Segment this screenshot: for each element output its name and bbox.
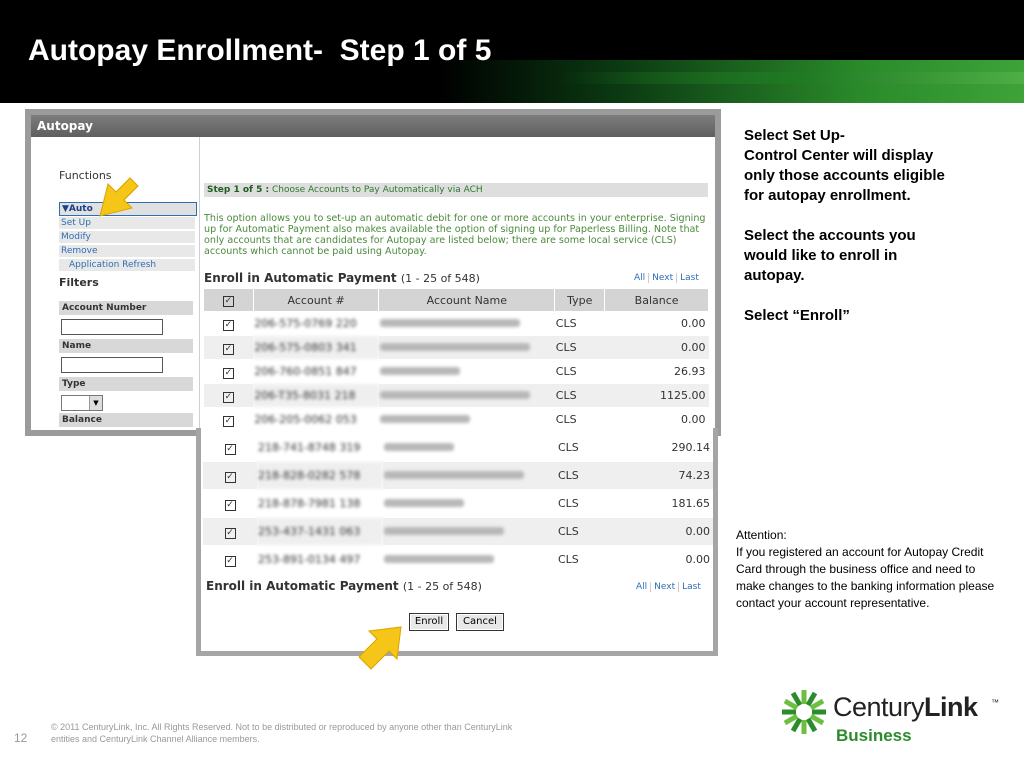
row-checkbox-cell[interactable] (203, 490, 257, 518)
account-name-cell (379, 336, 555, 360)
type-cell: CLS (555, 384, 605, 408)
balance-cell: 0.00 (605, 336, 709, 360)
table-row[interactable] (204, 336, 709, 360)
type-cell: CLS (555, 408, 605, 432)
copyright-text: © 2011 CenturyLink, Inc. All Rights Reserved. Not to be distributed or reproduced by anyone other than CenturyLink entities and CenturyLink Channel Alliance members. (51, 722, 513, 744)
logo-link: Link (924, 692, 978, 722)
autopay-screenshot-top (25, 109, 721, 436)
row-checkbox[interactable]: ✓ (226, 471, 234, 482)
pager-next-link-bottom[interactable]: Next (650, 582, 678, 592)
attention-text: If you registered an account for Autopay Credit Card through the business office and need to make changes to the banking information please contact your account representative. (736, 545, 995, 610)
step-label: Step 1 of 5 : (207, 185, 270, 195)
instruction-line: Control Center will display (744, 147, 934, 164)
row-checkbox-cell[interactable] (203, 518, 257, 546)
logo-wordmark (833, 692, 978, 723)
type-cell: CLS (555, 336, 605, 360)
account-name-cell (383, 490, 557, 518)
chevron-down-icon: ▼ (89, 396, 102, 410)
table-row[interactable] (203, 462, 713, 490)
account-name-cell (383, 518, 557, 546)
row-checkbox-cell[interactable] (203, 434, 257, 462)
row-checkbox[interactable]: ✓ (224, 367, 233, 378)
pager-bottom (633, 582, 704, 592)
logo-century: Century (833, 692, 925, 722)
instruction-line: Select “Enroll” (744, 307, 850, 324)
table-row[interactable] (203, 518, 713, 546)
callout-arrow-icon (94, 176, 140, 220)
type-cell: CLS (555, 360, 605, 384)
enroll-heading (204, 271, 480, 285)
table-row[interactable] (203, 546, 713, 574)
enroll-heading-bottom-text: Enroll in Automatic Payment (206, 579, 399, 593)
filters-heading: Filters (59, 276, 99, 289)
function-application-refresh[interactable]: Application Refresh (59, 259, 195, 272)
autopay-window-title: Autopay (31, 115, 715, 137)
row-checkbox[interactable]: ✓ (226, 443, 234, 454)
function-set-up[interactable]: Set Up (59, 217, 195, 230)
instruction-line: Select the accounts you (744, 227, 916, 244)
centurylink-burst-icon (780, 688, 828, 736)
slide-header (0, 0, 1024, 103)
row-checkbox-cell[interactable] (204, 360, 254, 384)
filter-label-balance: Balance (59, 413, 193, 427)
attention-heading: Attention: (736, 528, 787, 542)
centurylink-logo (780, 686, 1020, 746)
table-row[interactable] (204, 360, 709, 384)
balance-cell: 290.14 (607, 434, 713, 462)
select-all-checkbox[interactable]: ✓ (224, 296, 233, 306)
row-checkbox[interactable]: ✓ (226, 527, 234, 538)
pager-all-link-bottom[interactable]: All (636, 582, 648, 592)
type-cell: CLS (557, 434, 607, 462)
accounts-table (203, 288, 709, 436)
enroll-heading-bottom (206, 579, 482, 593)
logo-tm: ™ (991, 698, 999, 707)
balance-cell: 1125.00 (605, 384, 709, 408)
balance-cell: 181.65 (607, 490, 713, 518)
account-number-cell: 206-T35-8031 218 (253, 384, 379, 408)
enroll-button[interactable]: Enroll (409, 613, 449, 631)
accounts-table-continued (203, 434, 713, 574)
autopay-description: This option allows you to set-up an automatic debit for one or more accounts in your enterprise. Signing up for Automatic Payment also makes available the option of signing up for Paperless Billing. Note that only accounts that are candidates for Autopay are listed below; there are some local service (CLS) accounts which cannot be paid using Autopay. (204, 213, 706, 257)
instruction-line: would like to enroll in (744, 247, 898, 264)
pager-last-link[interactable]: Last (676, 273, 702, 283)
instruction-line (744, 206, 945, 226)
step-bar (204, 183, 708, 197)
enroll-range: (1 - 25 of 548) (400, 272, 480, 285)
column-account-name[interactable]: Account Name (379, 289, 555, 312)
select-all-header[interactable] (204, 289, 254, 312)
instruction-line: for autopay enrollment. (744, 187, 911, 204)
type-cell: CLS (557, 490, 607, 518)
pager-next-link[interactable]: Next (648, 273, 676, 283)
instructions (744, 126, 945, 326)
account-name-cell (379, 360, 555, 384)
pager-top (631, 273, 702, 283)
column-account-number[interactable]: Account # (253, 289, 379, 312)
balance-cell: 0.00 (607, 546, 713, 574)
account-number-cell: 206-575-0769 220 (253, 312, 379, 336)
row-checkbox-cell[interactable] (203, 462, 257, 490)
enroll-range-bottom: (1 - 25 of 548) (402, 580, 482, 593)
cancel-button[interactable]: Cancel (456, 613, 504, 631)
logo-business: Business (836, 726, 912, 745)
callout-arrow-icon (357, 625, 403, 671)
row-checkbox-cell[interactable] (204, 312, 254, 336)
account-number-cell: 218-741-8748 319 (257, 434, 383, 462)
account-number-cell: 253-891-0134 497 (257, 546, 383, 574)
row-checkbox[interactable]: ✓ (226, 555, 234, 566)
filter-label-type: Type (59, 377, 193, 391)
account-name-cell (383, 434, 557, 462)
balance-cell: 0.00 (605, 408, 709, 432)
row-checkbox[interactable]: ✓ (224, 319, 233, 330)
row-checkbox-cell[interactable] (203, 546, 257, 574)
pager-last-link-bottom[interactable]: Last (678, 582, 704, 592)
functions-heading: Functions (59, 169, 112, 182)
account-name-cell (383, 462, 557, 490)
account-name-cell (383, 546, 557, 574)
enroll-heading-text: Enroll in Automatic Payment (204, 271, 397, 285)
balance-cell: 0.00 (605, 312, 709, 336)
row-checkbox-cell[interactable] (204, 384, 254, 408)
filter-label-account-number: Account Number (59, 301, 193, 315)
account-number-cell: 206-575-0803 341 (253, 336, 379, 360)
step-text: Choose Accounts to Pay Automatically via ACH (271, 185, 483, 195)
instruction-line: autopay. (744, 267, 805, 284)
account-number-cell: 206-205-0062 053 (253, 408, 379, 432)
autopay-screenshot-bottom (196, 428, 718, 656)
table-row[interactable] (203, 434, 713, 462)
attention-note (736, 527, 996, 612)
type-cell: CLS (557, 518, 607, 546)
type-cell: CLS (557, 546, 607, 574)
instruction-line: only those accounts eligible (744, 167, 945, 184)
table-row[interactable] (204, 312, 709, 336)
type-cell: CLS (555, 312, 605, 336)
pager-all-link[interactable]: All (634, 273, 646, 283)
header-green-stripe (560, 72, 1024, 84)
account-number-cell: 218-828-0282 578 (257, 462, 383, 490)
function-auto[interactable]: ▼Auto (59, 202, 197, 216)
account-number-cell: 253-437-1431 063 (257, 518, 383, 546)
balance-cell: 0.00 (607, 518, 713, 546)
row-checkbox[interactable]: ✓ (226, 499, 234, 510)
row-checkbox[interactable]: ✓ (224, 415, 233, 426)
account-name-cell (379, 312, 555, 336)
table-header-row (204, 289, 709, 312)
column-balance[interactable]: Balance (605, 289, 709, 312)
balance-cell: 74.23 (607, 462, 713, 490)
account-number-cell: 206-760-0851 847 (253, 360, 379, 384)
function-modify[interactable]: Modify (59, 231, 195, 244)
account-number-cell: 218-878-7981 138 (257, 490, 383, 518)
row-checkbox[interactable]: ✓ (224, 343, 233, 354)
row-checkbox[interactable]: ✓ (224, 391, 233, 402)
account-name-cell (379, 384, 555, 408)
instruction-line (744, 286, 945, 306)
type-select[interactable] (61, 395, 103, 411)
column-type[interactable]: Type (555, 289, 605, 312)
slide-title: Autopay Enrollment- Step 1 of 5 (28, 34, 492, 67)
balance-cell: 26.93 (605, 360, 709, 384)
name-input[interactable] (61, 357, 163, 373)
function-remove[interactable]: Remove (59, 245, 195, 258)
instruction-line: Select Set Up- (744, 127, 845, 144)
page-number: 12 (14, 731, 28, 745)
type-cell: CLS (557, 462, 607, 490)
table-row[interactable] (204, 384, 709, 408)
filter-label-name: Name (59, 339, 193, 353)
row-checkbox-cell[interactable] (204, 336, 254, 360)
account-number-input[interactable] (61, 319, 163, 335)
table-row[interactable] (203, 490, 713, 518)
